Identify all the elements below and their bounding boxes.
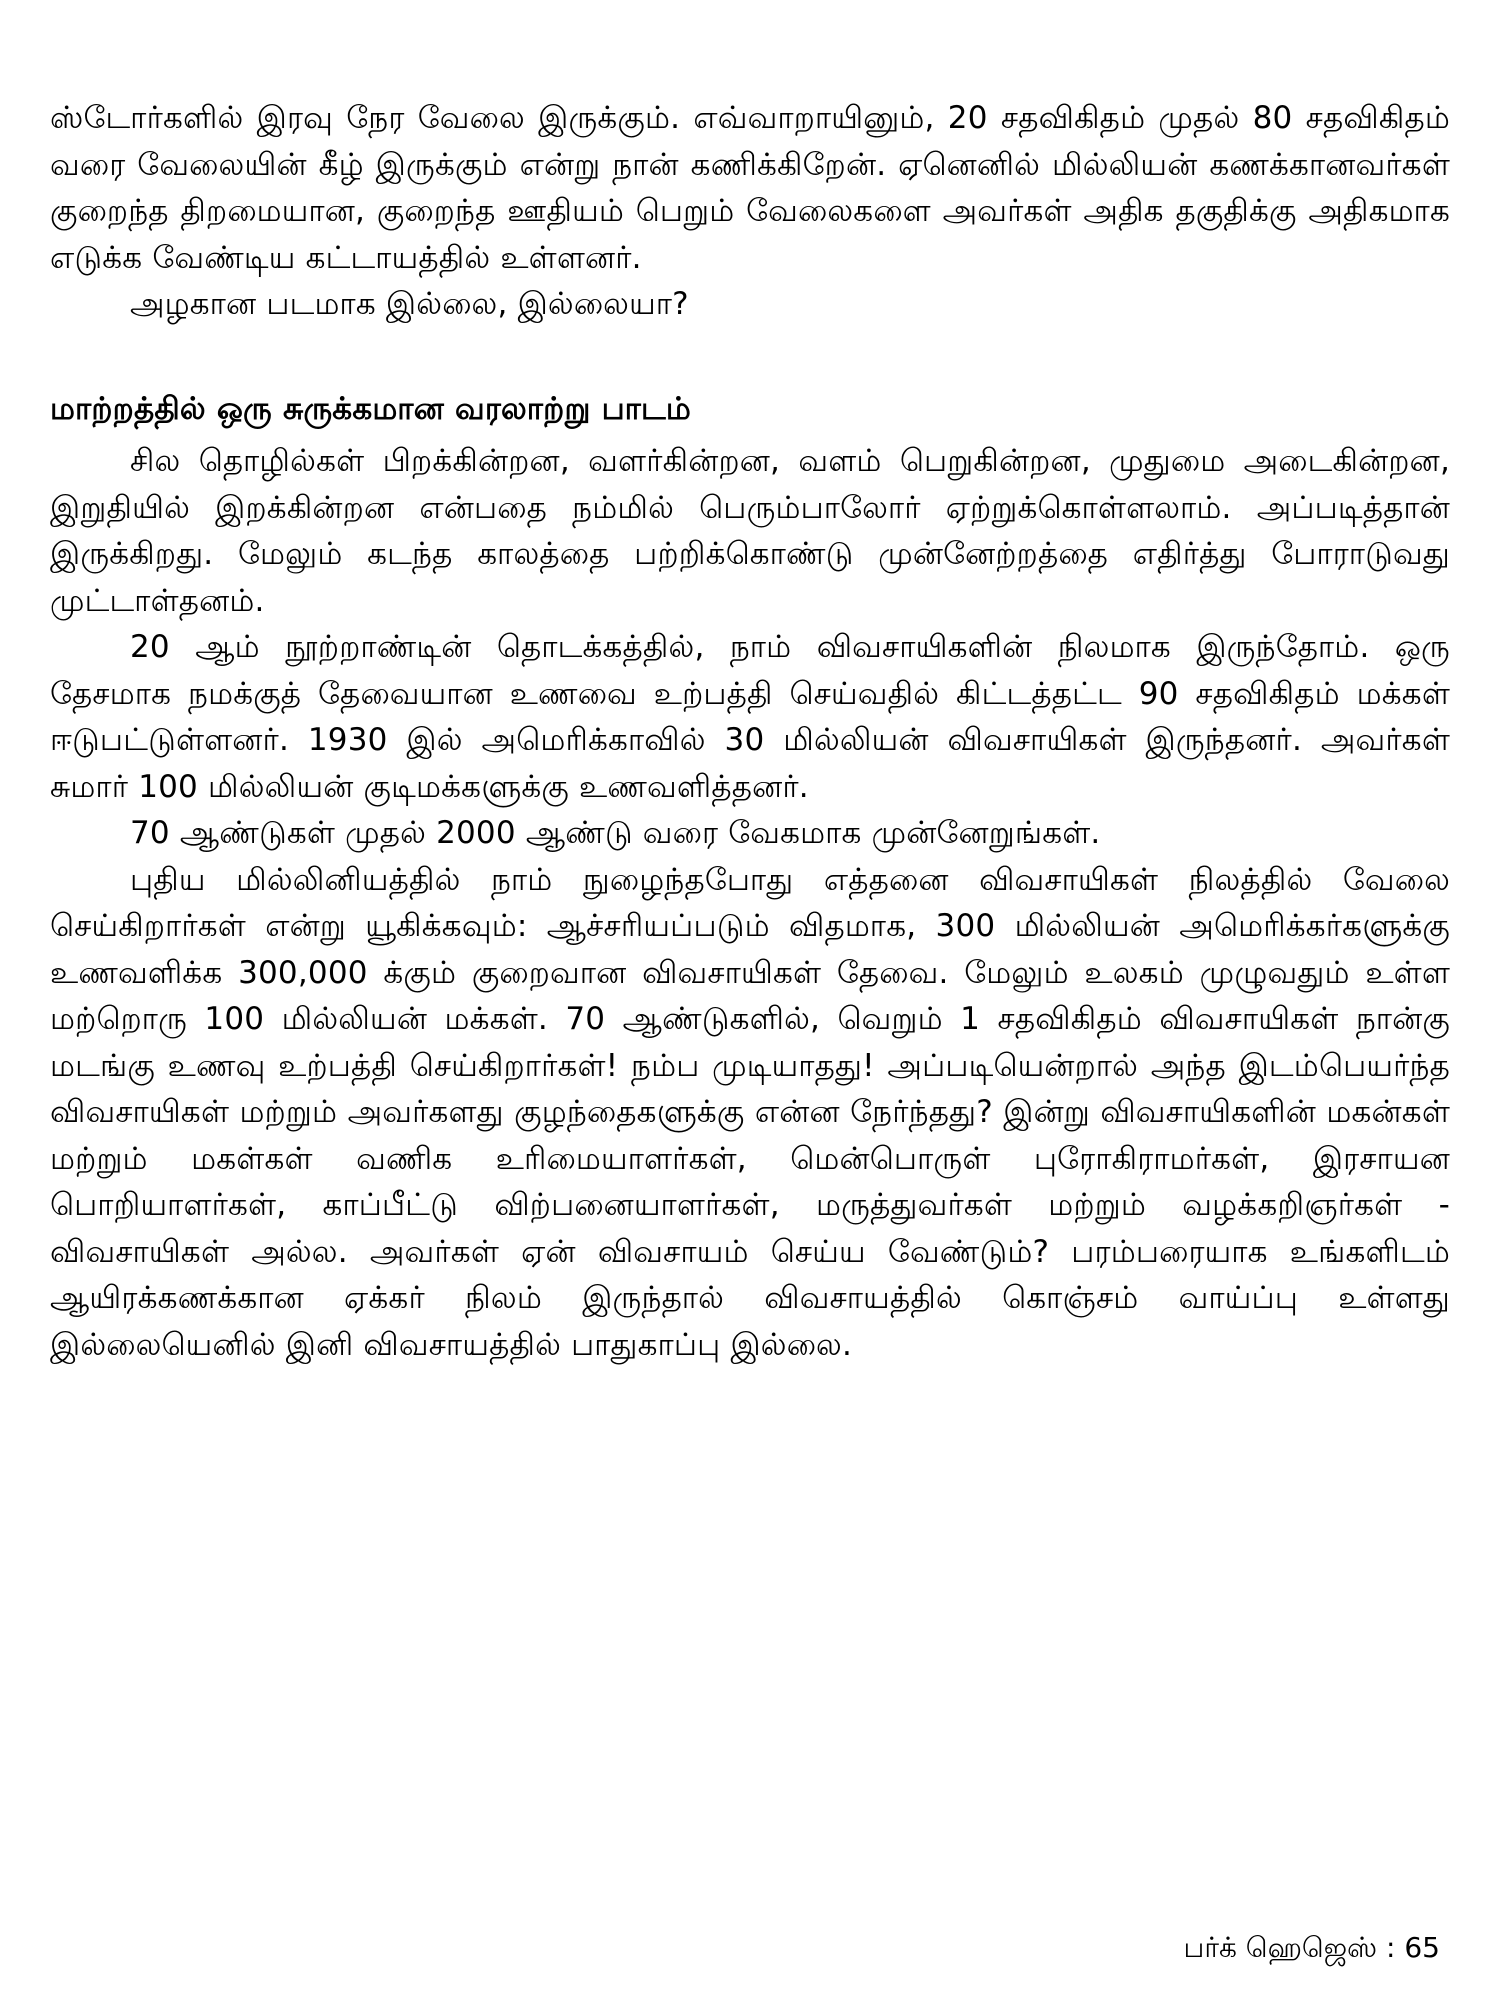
paragraph-20th-century-farmers: 20 ஆம் நூற்றாண்டின் தொடக்கத்தில், நாம் விவசாயிகளின் நிலமாக இருந்தோம். ஒரு தேசமாக நமக்குத் தேவையான உணவை உற்பத்தி செய்வதில் கிட்டத்தட்ட 90 சதவிகிதம் மக்கள் ஈடுபட்டுள்ளனர். 1930 இல் அமெரிக்காவில் 30 மில்லியன் விவசாயிகள் இருந்தனர். அவர்கள் சுமார் 100 மில்லியன் குடிமக்களுக்கு உணவளித்தனர்.	[50, 629, 1450, 805]
paragraph-industries-lifecycle: சில தொழில்கள் பிறக்கின்றன, வளர்கின்றன, வளம் பெறுகின்றன, முதுமை அடைகின்றன, இறுதியில் இறக்கின்றன என்பதை நம்மில் பெரும்பாலோர் ஏற்றுக்கொள்ளலாம். அப்படித்தான் இருக்கிறது. மேலும் கடந்த காலத்தை பற்றிக்கொண்டு முன்னேற்றத்தை எதிர்த்து போராடுவது முட்டாள்தனம்.	[50, 443, 1450, 619]
paragraph-night-work: ஸ்டோர்களில் இரவு நேர வேலை இருக்கும். எவ்வாறாயினும், 20 சதவிகிதம் முதல் 80 சதவிகிதம் வரை வேலையின் கீழ் இருக்கும் என்று நான் கணிக்கிறேன். ஏனெனில் மில்லியன் கணக்கானவர்கள் குறைந்த திறமையான, குறைந்த ஊதியம் பெறும் வேலைகளை அவர்கள் அதிக தகுதிக்கு அதிகமாக எடுக்க வேண்டிய கட்டாயத்தில் உள்ளனர்.	[50, 100, 1450, 276]
paragraph-fast-forward: 70 ஆண்டுகள் முதல் 2000 ஆண்டு வரை வேகமாக முன்னேறுங்கள்.	[130, 815, 1101, 851]
page-footer: பர்க் ஹெஜெஸ் : 65	[1183, 1931, 1440, 1964]
paragraph-not-pretty: அழகான படமாக இல்லை, இல்லையா?	[130, 286, 689, 322]
paragraph-new-millennium: புதிய மில்லினியத்தில் நாம் நுழைந்தபோது எத்தனை விவசாயிகள் நிலத்தில் வேலை செய்கிறார்கள் என்று யூகிக்கவும்: ஆச்சரியப்படும் விதமாக, 300 மில்லியன் அமெரிக்கர்களுக்கு உணவளிக்க 300,000 க்கும் குறைவான விவசாயிகள் தேவை. மேலும் உலகம் முழுவதும் உள்ள மற்றொரு 100 மில்லியன் மக்கள். 70 ஆண்டுகளில், வெறும் 1 சதவிகிதம் விவசாயிகள் நான்கு மடங்கு உணவு உற்பத்தி செய்கிறார்கள்! நம்ப முடியாதது! அப்படியென்றால் அந்த இடம்பெயர்ந்த விவசாயிகள் மற்றும் அவர்களது குழந்தைகளுக்கு என்ன நேர்ந்தது? இன்று விவசாயிகளின் மகன்கள் மற்றும் மகள்கள் வணிக உரிமையாளர்கள், மென்பொருள் புரோகிராமர்கள், இரசாயன பொறியாளர்கள், காப்பீட்டு விற்பனையாளர்கள், மருத்துவர்கள் மற்றும் வழக்கறிஞர்கள் - விவசாயிகள் அல்ல. அவர்கள் ஏன் விவசாயம் செய்ய வேண்டும்? பரம்பரையாக உங்களிடம் ஆயிரக்கணக்கான ஏக்கர் நிலம் இருந்தால் விவசாயத்தில் கொஞ்சம் வாய்ப்பு உள்ளது இல்லையெனில் இனி விவசாயத்தில் பாதுகாப்பு இல்லை.	[50, 861, 1450, 1363]
page-body	[50, 95, 1450, 1368]
section-heading: மாற்றத்தில் ஒரு சுருக்கமான வரலாற்று பாடம்	[50, 390, 692, 427]
